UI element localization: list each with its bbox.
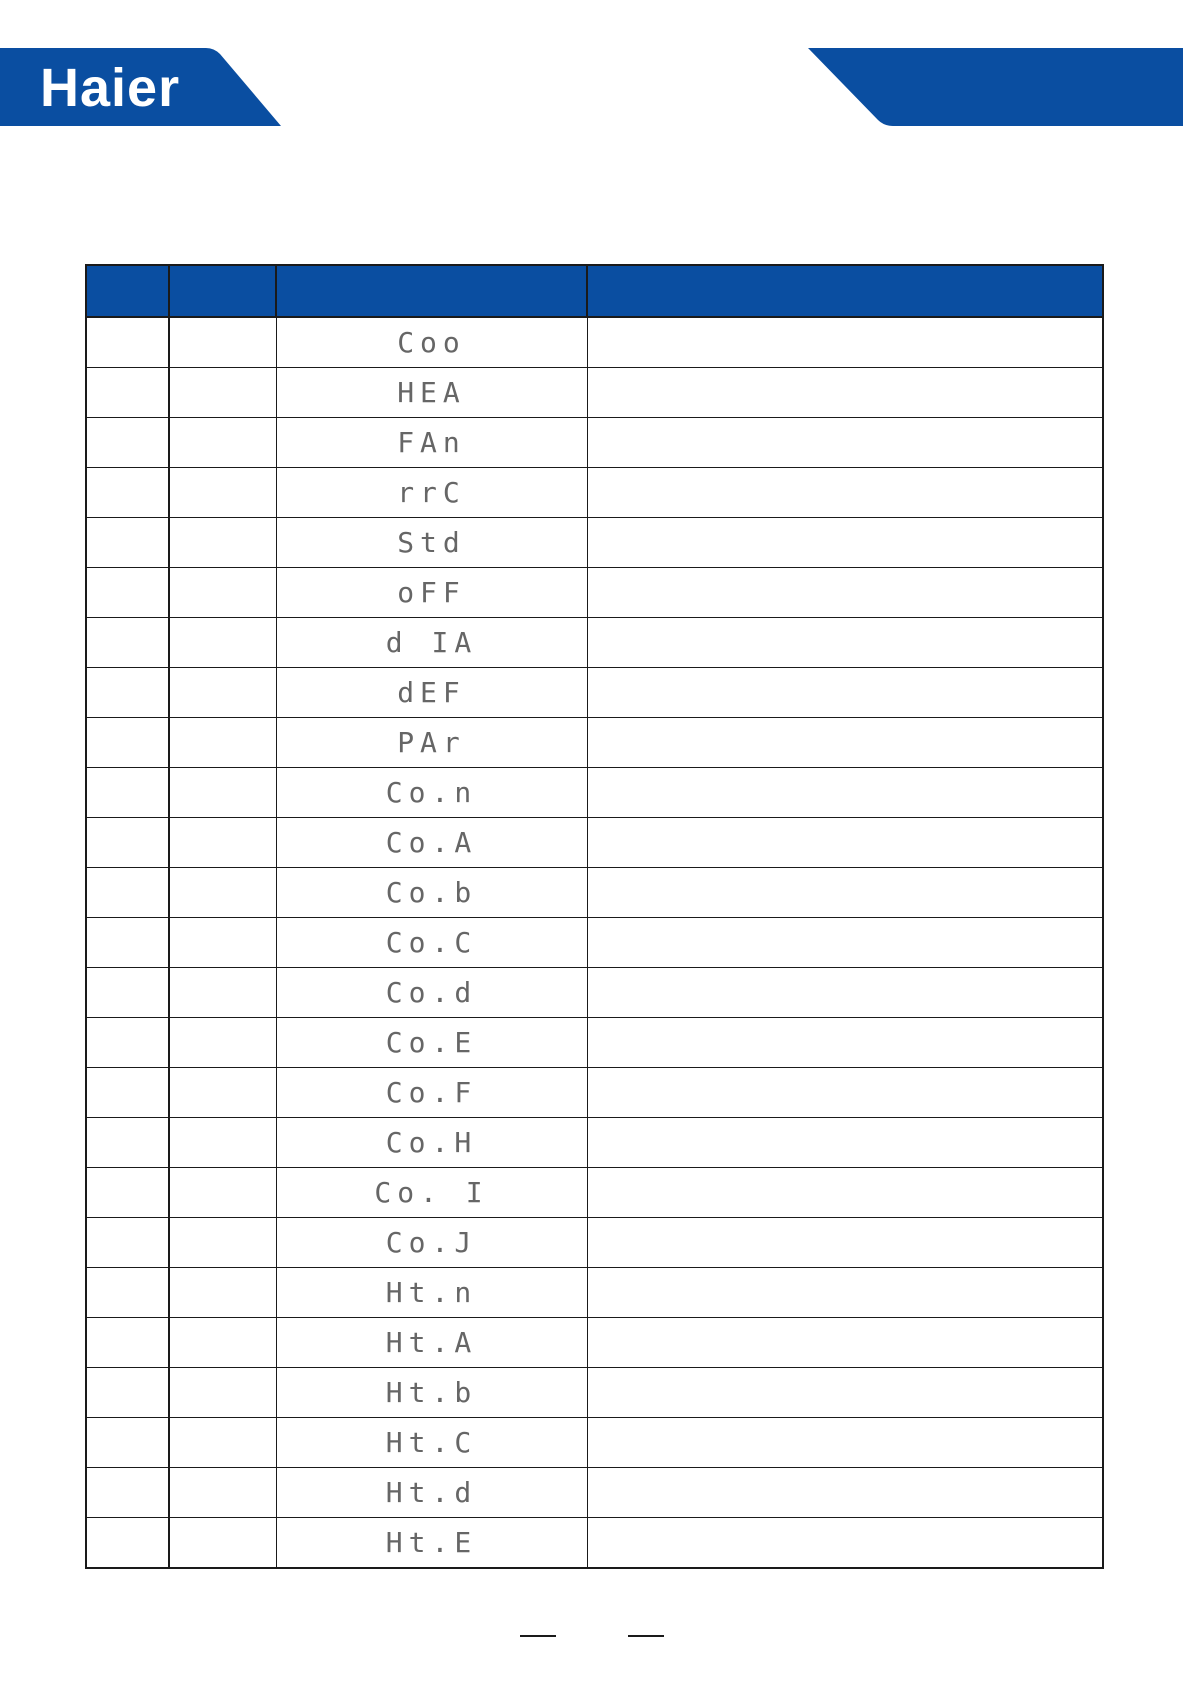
row-display-code <box>276 718 587 768</box>
row-cell-2 <box>169 1318 276 1368</box>
row-cell-1 <box>86 418 169 468</box>
row-cell-2 <box>169 518 276 568</box>
row-cell-4 <box>587 1418 1103 1468</box>
row-cell-1 <box>86 718 169 768</box>
table-row <box>86 668 1103 718</box>
row-cell-2 <box>169 918 276 968</box>
table-row <box>86 718 1103 768</box>
row-display-code <box>276 568 587 618</box>
row-display-code <box>276 818 587 868</box>
row-cell-2 <box>169 1168 276 1218</box>
row-cell-4 <box>587 918 1103 968</box>
table-row <box>86 918 1103 968</box>
row-cell-1 <box>86 1268 169 1318</box>
display-code-text: oFF <box>397 576 466 609</box>
row-display-code <box>276 968 587 1018</box>
table-row <box>86 1368 1103 1418</box>
row-cell-2 <box>169 818 276 868</box>
table-row <box>86 768 1103 818</box>
header-right-banner <box>808 48 1191 126</box>
row-cell-2 <box>169 618 276 668</box>
row-cell-4 <box>587 468 1103 518</box>
display-code-table <box>85 264 1102 1569</box>
row-cell-2 <box>169 968 276 1018</box>
table-row <box>86 1418 1103 1468</box>
table-row <box>86 1218 1103 1268</box>
row-cell-4 <box>587 1068 1103 1118</box>
header-cell-3 <box>276 265 587 317</box>
row-display-code <box>276 1218 587 1268</box>
row-cell-1 <box>86 868 169 918</box>
table-row <box>86 1118 1103 1168</box>
row-cell-1 <box>86 618 169 668</box>
row-display-code <box>276 768 587 818</box>
table-row <box>86 1518 1103 1569</box>
table-row <box>86 868 1103 918</box>
display-code-text: PAr <box>397 726 466 759</box>
display-code-text: Co.J <box>385 1226 478 1259</box>
table-row <box>86 1468 1103 1518</box>
row-cell-4 <box>587 1018 1103 1068</box>
table-row <box>86 1018 1103 1068</box>
row-cell-2 <box>169 568 276 618</box>
row-cell-4 <box>587 568 1103 618</box>
row-cell-2 <box>169 1218 276 1268</box>
display-code-text: Ht.b <box>385 1376 478 1409</box>
row-cell-2 <box>169 368 276 418</box>
row-cell-2 <box>169 718 276 768</box>
row-cell-4 <box>587 1368 1103 1418</box>
display-code-text: Co.H <box>385 1126 478 1159</box>
row-cell-1 <box>86 518 169 568</box>
row-display-code <box>276 1018 587 1068</box>
row-cell-2 <box>169 418 276 468</box>
table-row <box>86 968 1103 1018</box>
display-code-text: Co.d <box>385 976 478 1009</box>
row-cell-4 <box>587 668 1103 718</box>
row-cell-1 <box>86 1368 169 1418</box>
row-cell-1 <box>86 968 169 1018</box>
display-code-text: Ht.A <box>385 1326 478 1359</box>
row-cell-4 <box>587 618 1103 668</box>
row-display-code <box>276 868 587 918</box>
row-display-code <box>276 1118 587 1168</box>
row-cell-4 <box>587 768 1103 818</box>
row-cell-4 <box>587 418 1103 468</box>
table-row <box>86 568 1103 618</box>
display-code-text: Co.F <box>385 1076 478 1109</box>
row-cell-2 <box>169 1068 276 1118</box>
row-display-code <box>276 1068 587 1118</box>
header-cell-2 <box>169 265 276 317</box>
row-cell-2 <box>169 668 276 718</box>
row-display-code <box>276 1318 587 1368</box>
display-code-text: Co.n <box>385 776 478 809</box>
right-banner-shape <box>808 48 1191 126</box>
table-row <box>86 1318 1103 1368</box>
row-cell-2 <box>169 1268 276 1318</box>
row-cell-1 <box>86 1018 169 1068</box>
display-code-text: Co. I <box>374 1176 489 1209</box>
row-display-code <box>276 1518 587 1569</box>
display-code-text: Co.A <box>385 826 478 859</box>
row-cell-4 <box>587 1518 1103 1569</box>
table-row <box>86 518 1103 568</box>
row-display-code <box>276 1268 587 1318</box>
haier-logo: Haier <box>40 58 181 118</box>
row-cell-2 <box>169 1368 276 1418</box>
table-row <box>86 317 1103 368</box>
row-cell-1 <box>86 1518 169 1569</box>
table-row <box>86 368 1103 418</box>
row-display-code <box>276 468 587 518</box>
row-display-code <box>276 368 587 418</box>
display-code-text: Co.E <box>385 1026 478 1059</box>
row-cell-2 <box>169 317 276 368</box>
row-cell-2 <box>169 1018 276 1068</box>
row-cell-2 <box>169 768 276 818</box>
display-code-text: Co.C <box>385 926 478 959</box>
row-cell-4 <box>587 1318 1103 1368</box>
footer-rule-left <box>520 1635 556 1637</box>
display-code-text: Ht.n <box>385 1276 478 1309</box>
row-cell-2 <box>169 468 276 518</box>
row-cell-1 <box>86 368 169 418</box>
display-code-text: Co.b <box>385 876 478 909</box>
row-cell-2 <box>169 1118 276 1168</box>
table-row <box>86 1268 1103 1318</box>
row-cell-4 <box>587 718 1103 768</box>
row-cell-4 <box>587 317 1103 368</box>
row-display-code <box>276 618 587 668</box>
row-display-code <box>276 1418 587 1468</box>
row-cell-4 <box>587 968 1103 1018</box>
header-cell-1 <box>86 265 169 317</box>
table-row <box>86 468 1103 518</box>
table-row <box>86 418 1103 468</box>
row-cell-1 <box>86 668 169 718</box>
display-code-text: Ht.C <box>385 1426 478 1459</box>
row-cell-2 <box>169 868 276 918</box>
row-cell-1 <box>86 1068 169 1118</box>
footer-rule-right <box>628 1635 664 1637</box>
table-row <box>86 818 1103 868</box>
display-code-text: FAn <box>397 426 466 459</box>
row-cell-4 <box>587 818 1103 868</box>
row-display-code <box>276 418 587 468</box>
row-cell-1 <box>86 1318 169 1368</box>
row-display-code <box>276 518 587 568</box>
table-row <box>86 618 1103 668</box>
row-cell-4 <box>587 1118 1103 1168</box>
display-code-text: Std <box>397 526 466 559</box>
row-cell-2 <box>169 1518 276 1569</box>
row-cell-1 <box>86 468 169 518</box>
display-code-text: Ht.E <box>385 1526 478 1559</box>
row-cell-1 <box>86 1218 169 1268</box>
row-cell-2 <box>169 1468 276 1518</box>
display-code-text: HEA <box>397 376 466 409</box>
row-cell-1 <box>86 768 169 818</box>
display-code-text: d IA <box>385 626 478 659</box>
row-cell-4 <box>587 368 1103 418</box>
row-cell-4 <box>587 1168 1103 1218</box>
row-cell-4 <box>587 1268 1103 1318</box>
row-cell-1 <box>86 918 169 968</box>
table-row <box>86 1168 1103 1218</box>
display-code-text: Coo <box>397 326 466 359</box>
row-display-code <box>276 668 587 718</box>
row-display-code <box>276 1168 587 1218</box>
row-display-code <box>276 1368 587 1418</box>
header-cell-4 <box>587 265 1103 317</box>
display-code-text: rrC <box>397 476 466 509</box>
row-cell-1 <box>86 1418 169 1468</box>
row-cell-4 <box>587 868 1103 918</box>
row-display-code <box>276 1468 587 1518</box>
row-cell-2 <box>169 1418 276 1468</box>
codes-table <box>85 264 1104 1569</box>
table-header-row <box>86 265 1103 317</box>
display-code-text: dEF <box>397 676 466 709</box>
row-cell-1 <box>86 1118 169 1168</box>
row-cell-4 <box>587 1468 1103 1518</box>
row-cell-1 <box>86 568 169 618</box>
row-cell-4 <box>587 1218 1103 1268</box>
row-cell-4 <box>587 518 1103 568</box>
table-row <box>86 1068 1103 1118</box>
row-cell-1 <box>86 818 169 868</box>
display-code-text: Ht.d <box>385 1476 478 1509</box>
row-cell-1 <box>86 317 169 368</box>
row-cell-1 <box>86 1468 169 1518</box>
row-display-code <box>276 317 587 368</box>
row-display-code <box>276 918 587 968</box>
row-cell-1 <box>86 1168 169 1218</box>
